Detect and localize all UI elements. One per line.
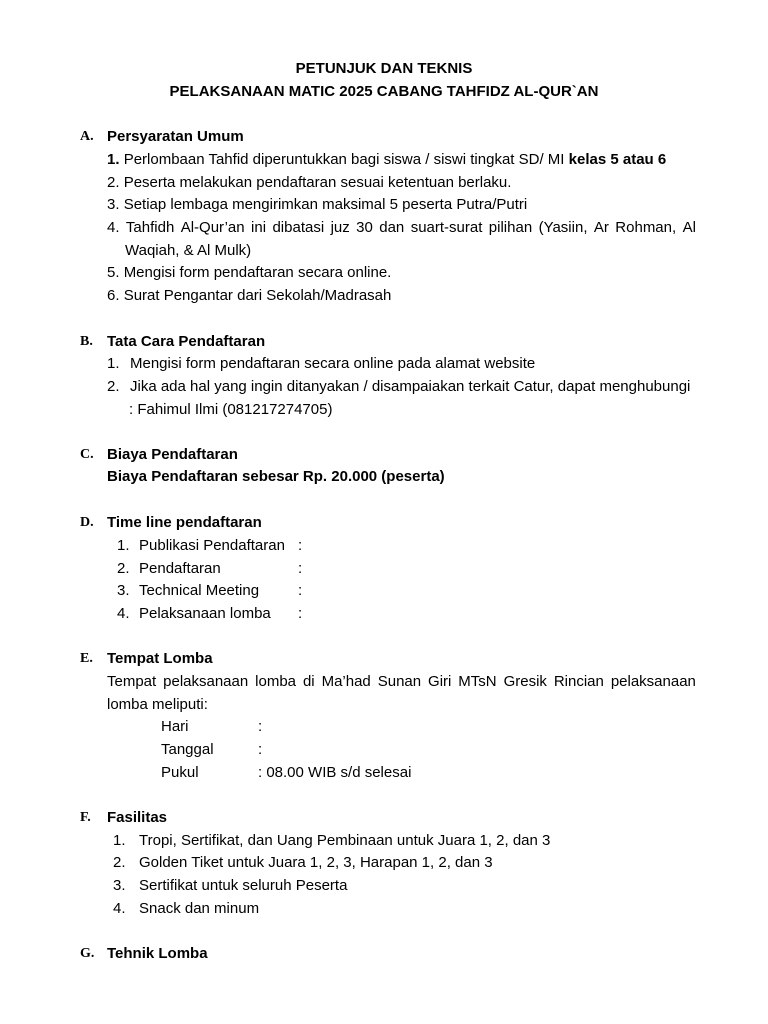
- list-item: [107, 264, 391, 282]
- item-text: Tropi, Sertifikat, dan Uang Pembinaan untuk Juara 1, 2, dan 3: [139, 832, 551, 849]
- item-word: Al-Qur’an: [180, 219, 245, 236]
- item-number: 2.: [113, 854, 126, 871]
- paragraph-word: Ma’had: [321, 673, 371, 690]
- item-word: Ar: [593, 219, 609, 236]
- item-word: suart-surat: [410, 219, 483, 236]
- item-text: Snack dan minum: [139, 900, 260, 917]
- section-d-heading: Time line pendaftaran: [107, 514, 262, 531]
- list-item: [107, 378, 690, 396]
- section-f-letter: F.: [80, 810, 91, 825]
- item-word: dibatasi: [272, 219, 325, 236]
- list-item: [113, 832, 550, 850]
- timeline-label: Publikasi Pendaftaran: [139, 537, 285, 554]
- detail-label: Tanggal: [161, 741, 214, 758]
- timeline-label: Technical Meeting: [139, 582, 260, 599]
- list-item: [107, 219, 696, 237]
- paragraph-word: Gresik: [503, 673, 547, 690]
- paragraph-word: lomba: [255, 673, 297, 690]
- item-word: dan: [379, 219, 405, 236]
- item-word: juz: [330, 219, 350, 236]
- paragraph-word: Giri: [428, 673, 452, 690]
- detail-label: Hari: [161, 718, 189, 735]
- paragraph-word: Rincian: [553, 673, 604, 690]
- item-word: (Yasiin,: [538, 219, 588, 236]
- item-text: Surat Pengantar dari Sekolah/Madrasah: [123, 287, 392, 304]
- section-c-heading: Biaya Pendaftaran: [107, 446, 238, 463]
- item-text: Peserta melakukan pendaftaran sesuai ketentuan berlaku.: [123, 174, 512, 191]
- item-text: Jika ada hal yang ingin ditanyakan / disampaiakan terkait Catur, dapat menghubungi: [130, 378, 691, 395]
- item-bold-text: kelas 5 atau 6: [568, 151, 667, 168]
- document-title-line-2: PELAKSANAAN MATIC 2025 CABANG TAHFIDZ AL-QUR`AN: [169, 83, 599, 100]
- paragraph-word: di: [302, 673, 315, 690]
- list-item: [113, 900, 259, 918]
- item-number: 1.: [107, 355, 120, 372]
- document-title-line-1: PETUNJUK DAN TEKNIS: [295, 60, 473, 77]
- item-number: 3.: [113, 877, 126, 894]
- item-word: 30: [356, 219, 373, 236]
- section-b-letter: B.: [80, 334, 93, 349]
- section-c-letter: C.: [80, 447, 94, 462]
- item-text: Mengisi form pendaftaran secara online.: [123, 264, 392, 281]
- item-number: 4.: [113, 900, 126, 917]
- list-item: [107, 174, 511, 192]
- registration-fee-text: Biaya Pendaftaran sebesar Rp. 20.000 (peserta): [107, 468, 445, 485]
- item-word: Tahfidh: [125, 219, 175, 236]
- item-word: pilihan: [488, 219, 533, 236]
- list-item: [113, 877, 347, 895]
- item-text: Mengisi form pendaftaran secara online pada alamat website: [130, 355, 536, 372]
- paragraph-word: pelaksanaan: [610, 673, 696, 690]
- list-item-continuation: : Fahimul Ilmi (081217274705): [129, 401, 333, 418]
- item-number: 1.: [113, 832, 126, 849]
- list-item: [113, 854, 493, 872]
- timeline-label: Pendaftaran: [139, 560, 221, 577]
- item-number: 1.: [107, 151, 120, 168]
- list-item: [107, 196, 527, 214]
- item-number: 5.: [107, 264, 120, 281]
- item-number: 6.: [107, 287, 120, 304]
- section-b-heading: Tata Cara Pendaftaran: [107, 333, 266, 350]
- section-g-letter: G.: [80, 946, 95, 961]
- paragraph-word: Tempat: [107, 673, 157, 690]
- list-item: [107, 151, 666, 169]
- item-word: ini: [251, 219, 267, 236]
- item-text: Sertifikat untuk seluruh Peserta: [139, 877, 348, 894]
- timeline-separator: :: [298, 560, 303, 577]
- detail-value: :: [258, 718, 263, 735]
- section-g-heading: Tehnik Lomba: [107, 945, 208, 962]
- section-f-heading: Fasilitas: [107, 809, 168, 826]
- paragraph-word: pelaksanaan: [163, 673, 249, 690]
- item-number: 4.: [107, 219, 120, 236]
- item-number: 2.: [107, 378, 120, 395]
- list-item: [107, 355, 535, 373]
- item-text: Setiap lembaga mengirimkan maksimal 5 peserta Putra/Putri: [123, 196, 528, 213]
- item-text: Perlombaan Tahfid diperuntukkan bagi siswa / siswi tingkat SD/ MI: [123, 151, 565, 168]
- item-number: 3.: [107, 196, 120, 213]
- section-e-heading: Tempat Lomba: [107, 650, 213, 667]
- list-item: [107, 287, 391, 305]
- timeline-number: 2.: [117, 560, 130, 577]
- timeline-separator: :: [298, 537, 303, 554]
- timeline-separator: :: [298, 582, 303, 599]
- paragraph-word: Sunan: [377, 673, 422, 690]
- detail-value: : 08.00 WIB s/d selesai: [258, 764, 412, 781]
- list-item-continuation: Waqiah, & Al Mulk): [125, 242, 252, 259]
- item-number: 2.: [107, 174, 120, 191]
- section-a-letter: A.: [80, 129, 94, 144]
- item-word: Rohman,: [615, 219, 677, 236]
- timeline-separator: :: [298, 605, 303, 622]
- detail-value: :: [258, 741, 263, 758]
- detail-label: Pukul: [161, 764, 199, 781]
- section-d-letter: D.: [80, 515, 94, 530]
- timeline-number: 3.: [117, 582, 130, 599]
- timeline-number: 1.: [117, 537, 130, 554]
- item-word: Al: [682, 219, 696, 236]
- section-a-heading: Persyaratan Umum: [107, 128, 244, 145]
- paragraph-word: MTsN: [458, 673, 497, 690]
- section-e-letter: E.: [80, 651, 93, 666]
- venue-paragraph-continuation: lomba meliputi:: [107, 696, 208, 713]
- timeline-number: 4.: [117, 605, 130, 622]
- venue-paragraph: [107, 673, 696, 691]
- timeline-label: Pelaksanaan lomba: [139, 605, 271, 622]
- item-text: Golden Tiket untuk Juara 1, 2, 3, Harapan 1, 2, dan 3: [139, 854, 493, 871]
